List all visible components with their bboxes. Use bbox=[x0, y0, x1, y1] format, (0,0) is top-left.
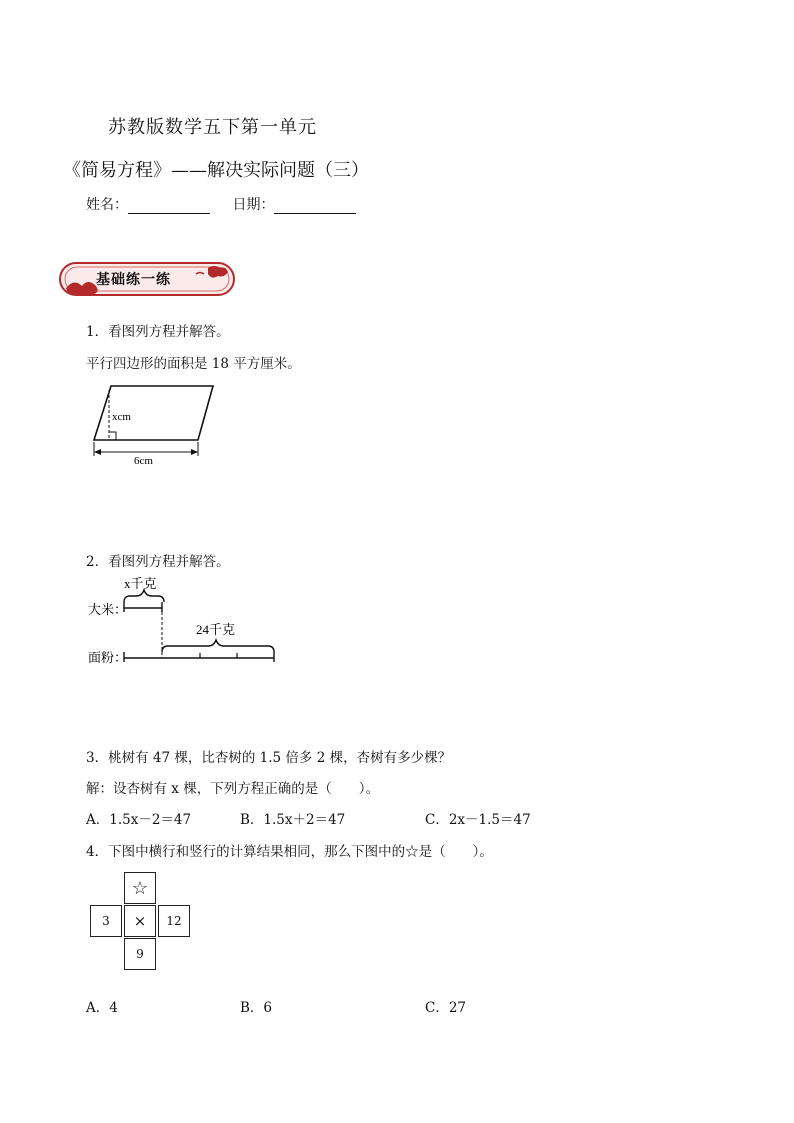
grid-right-cell: 12 bbox=[158, 905, 190, 937]
question-2: 2．看图列方程并解答。 bbox=[86, 554, 230, 570]
section-banner bbox=[58, 260, 238, 298]
question-1-desc: 平行四边形的面积是 18 平方厘米。 bbox=[86, 356, 301, 372]
name-label: 姓名： bbox=[86, 197, 128, 213]
name-blank[interactable] bbox=[128, 199, 210, 214]
top-label: x千克 bbox=[124, 576, 157, 591]
grid-top-cell: ☆ bbox=[124, 872, 156, 904]
q3-option-a[interactable]: A．1.5x－2＝47 bbox=[86, 812, 192, 828]
grid-bottom-cell: 9 bbox=[124, 938, 156, 970]
page-subtitle: 《简易方程》——解决实际问题（三） bbox=[63, 160, 369, 181]
question-4: 4．下图中横行和竖行的计算结果相同，那么下图中的☆是（ ）。 bbox=[86, 844, 493, 860]
page-title: 苏教版数学五下第一单元 bbox=[108, 117, 317, 138]
parallelogram-figure bbox=[86, 382, 226, 472]
diff-label: 24千克 bbox=[196, 622, 236, 637]
grid-left-cell: 3 bbox=[90, 905, 122, 937]
q4-option-c[interactable]: C．27 bbox=[425, 1000, 467, 1016]
q4-option-a[interactable]: A．4 bbox=[86, 1000, 118, 1016]
banner-label: 基础练一练 bbox=[96, 272, 171, 288]
row1-label: 大米： bbox=[88, 602, 128, 617]
question-3-hint: 解：设杏树有 x 棵，下列方程正确的是（ ）。 bbox=[86, 781, 379, 797]
height-label: xcm bbox=[112, 411, 131, 423]
grid-center-cell: × bbox=[124, 905, 156, 937]
row2-label: 面粉： bbox=[88, 650, 128, 665]
date-blank[interactable] bbox=[274, 199, 356, 214]
cross-grid bbox=[90, 872, 200, 976]
q3-option-b[interactable]: B．1.5x＋2＝47 bbox=[240, 812, 346, 828]
q4-option-b[interactable]: B．6 bbox=[240, 1000, 273, 1016]
question-1: 1．看图列方程并解答。 bbox=[86, 324, 230, 340]
line-segment-figure bbox=[86, 572, 286, 672]
base-label: 6cm bbox=[134, 455, 153, 467]
date-label: 日期： bbox=[232, 197, 275, 213]
question-3: 3．桃树有 47 棵，比杏树的 1.5 倍多 2 棵，杏树有多少棵？ bbox=[86, 750, 452, 766]
info-line bbox=[86, 194, 374, 214]
q3-option-c[interactable]: C．2x－1.5＝47 bbox=[425, 812, 531, 828]
